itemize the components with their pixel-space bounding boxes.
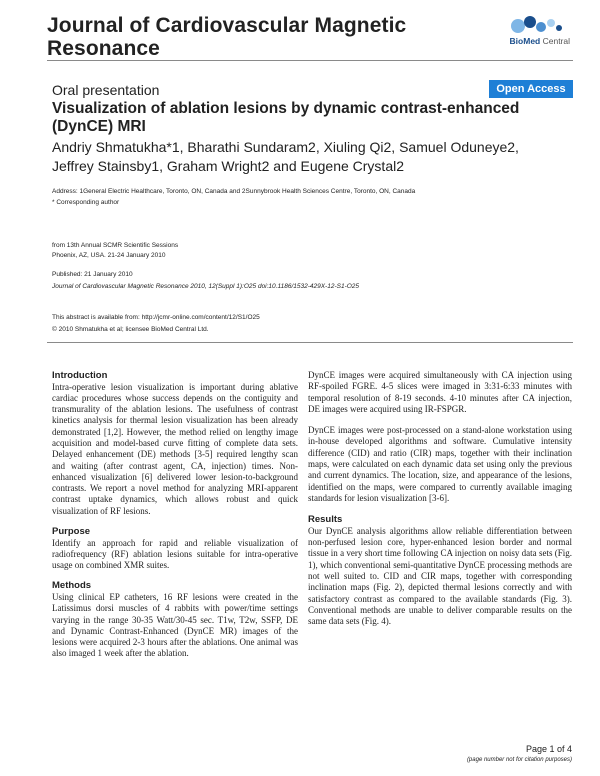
article-type: Oral presentation [52,82,160,98]
citation: Journal of Cardiovascular Magnetic Resonance 2010, 12(Suppl 1):O25 doi:10.1186/1532-429X-12-S1-O25 [52,283,360,290]
introduction-heading: Introduction [52,370,108,381]
publisher-name: BioMed Central [509,36,570,46]
right-column [308,370,572,636]
introduction-text: Intra-operative lesion visualization is important during ablative cardiac procedures whose success depends on the contiguity and transmurality of the ablation lesions. The usefulness of contrast kinetics analysis for thermal lesion visualization has been already demonstrated [1,2]. However, the method relied on lengthy image acquisition and model-based curve fitting of complete data sets. Delayed enhancement (DE) methods [3-5] required lengthy scan and waiting (after contrast agent, CA, injection) times. Non-enhanced visualization [6] delivered lower lesion-to-background contrasts. We report a novel method for analyzing MRI-apparent contrast uptake dynamics, which allows robust and quick visualization of RF lesions. [52,381,298,516]
section-results [308,514,572,627]
authors-line1: Andriy Shmatukha*1, Bharathi Sundaram2, Xiuling Qi2, Samuel Oduneye2, [52,139,519,155]
copyright: © 2010 Shmatukha et al; licensee BioMed Central Ltd. [52,326,209,333]
corresponding-author: * Corresponding author [52,199,120,206]
journal-title [47,14,406,60]
conference-location: Phoenix, AZ, USA. 21-24 January 2010 [52,252,166,259]
open-access-badge: Open Access [489,80,573,98]
author-list [52,138,572,176]
affiliations: Address: 1General Electric Healthcare, Toronto, ON, Canada and 2Sunnybrook Health Sciences Centre, Toronto, ON, Canada [52,188,416,195]
publisher-logo [490,14,570,46]
conference-from: from 13th Annual SCMR Scientific Sessions [52,242,179,249]
section-introduction [52,370,298,517]
body-rule [47,342,573,343]
header-rule [47,60,573,61]
biomed-central-logo-icon [508,14,566,36]
authors-line2: Jeffrey Stainsby1, Graham Wright2 and Eugene Crystal2 [52,158,404,174]
dynce-acquisition-text: DynCE images were acquired simultaneously with CA injection using RF-spoiled FGRE. 4-5 slices were imaged in 3:31-6:33 minutes with temporal resolution of 8-19 seconds. 4-10 minutes after CA injection, DE images were acquired using IR-FSPGR. [308,370,572,414]
results-text: Our DynCE analysis algorithms allow reliable differentiation between non-perfused lesion core, hyper-enhanced lesion border and normal tissue in a very short time following CA injection on noisy data sets (Fig. 1), which conventional semi-quantitative DynCE processing methods are not well suited to. CID and CIR maps, together with corresponding inclination maps (Fig. 2), depicted thermal lesions correctly and with satisfactory contrast as compared to the available standards (Fig. 3). Conventional methods are unable to deliver comparable results on the same data sets (Fig. 4). [308,525,572,627]
methods-text: Using clinical EP catheters, 16 RF lesions were created in the Latissimus dorsi muscles of 4 rabbits with power/time settings varying in the range 30-35 Watt/30-45 sec. T1w, T2w, SSFP, DE and Dynamic Contrast-Enhanced (DynCE MR) images of the lesions were acquired 2-3 hours after the ablations. One animal was also imaged 1 week after the ablation. [52,591,298,659]
available-from[interactable]: This abstract is available from: http://jcmr-online.com/content/12/S1/O25 [52,314,260,321]
article-title: Visualization of ablation lesions by dynamic contrast-enhanced (DynCE) MRI [52,100,520,135]
journal-title-line2: Resonance [47,37,160,60]
page-number: Page 1 of 4 [525,744,572,754]
section-methods [52,580,298,659]
left-column [52,370,298,669]
methods-heading: Methods [52,580,92,592]
dynce-processing-text: DynCE images were post-processed on a stand-alone workstation using in-house developed algorithms and software. Cumulative intensity difference (CID) and ratio (CIR) maps, together with their inclination maps, were calculated on each dynamic data set using only the previous and current dynamics. The location, size, and appearance of the lesions, identified on the maps, were compared to currently available imaging standards for lesion visualization [3-6]. [308,425,572,503]
published-date: Published: 21 January 2010 [52,271,133,278]
section-purpose [52,526,298,571]
results-heading: Results [308,514,343,526]
purpose-text: Identify an approach for rapid and reliable visualization of radiofrequency (RF) ablation lesions suitable for intra-operative usage on combined XMR suites. [52,537,298,571]
journal-title-line1: Journal of Cardiovascular Magnetic [47,14,407,37]
page-number-note: (page number not for citation purposes) [466,757,572,763]
purpose-heading: Purpose [52,526,91,538]
